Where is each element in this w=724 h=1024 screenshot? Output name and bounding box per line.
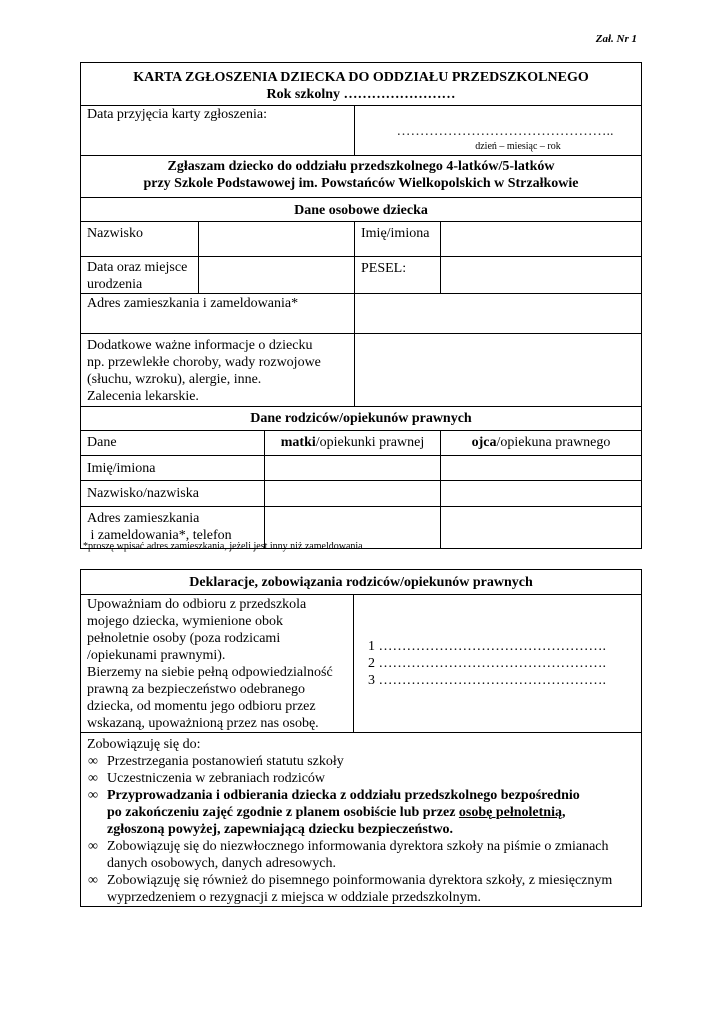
obligations-intro: Zobowiązuję się do: — [87, 737, 201, 752]
auth-line-5: Bierzemy na siebie pełną odpowiedzialność — [87, 665, 333, 680]
extra-line-4: Zalecenia lekarskie. — [87, 389, 199, 404]
mother-bold: matki — [280, 435, 316, 450]
birth-label — [81, 257, 199, 294]
parent-surname-label: Nazwisko/nazwiska — [81, 481, 265, 507]
adult-person-underlined: osobę pełnoletnią — [458, 805, 562, 820]
infinity-bullet-icon: ∞ — [88, 771, 98, 786]
father-first-names-field[interactable] — [441, 456, 642, 481]
acceptance-date-label: Data przyjęcia karty zgłoszenia: — [81, 106, 355, 156]
obl3-post: , — [562, 805, 566, 820]
footnote: *proszę wpisać adres zamieszkania, jeżeli jest inny niż zameldowania — [83, 541, 363, 552]
date-hint: dzień – miesiąc – rok — [475, 141, 561, 152]
surname-label: Nazwisko — [81, 222, 199, 257]
father-column-header — [441, 431, 642, 456]
child-section-header: Dane osobowe dziecka — [81, 198, 642, 222]
obligation-item — [87, 787, 635, 838]
obligation-2: Uczestniczenia w zebraniach rodziców — [107, 771, 326, 786]
declarations-table — [80, 569, 642, 907]
extra-line-3: (słuchu, wzroku), alergie, inne. — [87, 372, 262, 387]
father-rest: /opiekuna prawnego — [496, 435, 611, 450]
acceptance-date-field[interactable] — [355, 106, 642, 156]
declarations-title: Deklaracje, zobowiązania rodziców/opiekunów prawnych — [81, 570, 642, 595]
pesel-label: PESEL: — [355, 257, 441, 294]
infinity-bullet-icon: ∞ — [88, 788, 98, 803]
obligation-3-line-1: Przyprowadzania i odbierania dziecka z oddziału przedszkolnego bezpośrednio — [107, 788, 580, 803]
auth-line-7: dziecka, od momentu jego odbioru przez — [87, 699, 316, 714]
first-names-field[interactable] — [441, 222, 642, 257]
pesel-field[interactable] — [441, 257, 642, 294]
auth-line-2: mojego dziecka, wymienione obok — [87, 614, 283, 629]
registration-form — [80, 62, 642, 549]
surname-field[interactable] — [199, 222, 355, 257]
birth-field[interactable] — [199, 257, 355, 294]
infinity-bullet-icon: ∞ — [88, 839, 98, 854]
obligations — [81, 733, 642, 907]
obligation-item — [87, 872, 635, 906]
extra-info-field[interactable] — [355, 334, 642, 407]
obl3-pre: po zakończeniu zajęć zgodnie z planem osobiście lub przez — [107, 805, 459, 820]
auth-line-6: prawną za bezpieczeństwo odebranego — [87, 682, 306, 697]
obligation-item — [87, 753, 635, 770]
annex-label: Zał. Nr 1 — [595, 33, 637, 45]
first-names-label: Imię/imiona — [355, 222, 441, 257]
extra-line-2: np. przewlekłe choroby, wady rozwojowe — [87, 355, 321, 370]
obligation-4-line-1: Zobowiązuję się do niezwłocznego informowania dyrektora szkoły na piśmie o zmianach — [107, 839, 609, 854]
obligation-3-line-2 — [107, 804, 635, 821]
father-surname-field[interactable] — [441, 481, 642, 507]
father-address-field[interactable] — [441, 507, 642, 549]
form-title: KARTA ZGŁOSZENIA DZIECKA DO ODDZIAŁU PRZEDSZKOLNEGO — [133, 70, 589, 85]
auth-line-3: pełnoletnie osoby (poza rodzicami — [87, 631, 281, 646]
authorized-person-1[interactable]: 1 …………………………………………. — [368, 639, 606, 654]
auth-line-1: Upoważniam do odbioru z przedszkola — [87, 597, 307, 612]
mother-first-names-field[interactable] — [265, 456, 441, 481]
authorized-person-2[interactable]: 2 …………………………………………. — [368, 656, 606, 671]
extra-info-label — [81, 334, 355, 407]
authorization-text — [81, 595, 354, 733]
obligation-5-line-1: Zobowiązuję się również do pisemnego poinformowania dyrektora szkoły, z miesięcznym — [107, 873, 613, 888]
parents-section-header: Dane rodziców/opiekunów prawnych — [81, 407, 642, 431]
enroll-line-1: Zgłaszam dziecko do oddziału przedszkolnego 4-latków/5-latków — [167, 159, 555, 174]
enrollment-statement — [81, 156, 642, 198]
authorized-persons — [354, 595, 642, 733]
obligation-4-line-2: danych osobowych, danych adresowych. — [107, 856, 336, 871]
parent-first-names-label: Imię/imiona — [81, 456, 265, 481]
address-field[interactable] — [355, 294, 642, 334]
birth-label-line-2: urodzenia — [87, 277, 143, 292]
form-title-cell — [81, 63, 642, 106]
infinity-bullet-icon: ∞ — [88, 873, 98, 888]
parent-address-line-1: Adres zamieszkania — [87, 511, 200, 526]
auth-line-8: wskazaną, upoważnioną przez nas osobę. — [87, 716, 319, 731]
obligation-item — [87, 838, 635, 872]
date-dots: ……………………………………….. — [396, 124, 614, 139]
extra-line-1: Dodatkowe ważne informacje o dziecku — [87, 338, 313, 353]
infinity-bullet-icon: ∞ — [88, 754, 98, 769]
obligation-1: Przestrzegania postanowień statutu szkoły — [107, 754, 344, 769]
parent-address-line-2: i zameldowania*, telefon — [87, 528, 232, 543]
mother-column-header — [265, 431, 441, 456]
mother-surname-field[interactable] — [265, 481, 441, 507]
auth-line-4: /opiekunami prawnymi). — [87, 648, 226, 663]
father-bold: ojca — [471, 435, 497, 450]
obligation-3-line-3: zgłoszoną powyżej, zapewniającą dziecku bezpieczeństwo. — [107, 822, 454, 837]
obligation-5-line-2: wyprzedzeniem o rezygnacji z miejsca w oddziale przedszkolnym. — [107, 890, 481, 905]
enroll-line-2: przy Szkole Podstawowej im. Powstańców Wielkopolskich w Strzałkowie — [143, 176, 579, 191]
school-year[interactable]: Rok szkolny …………………… — [266, 87, 456, 102]
mother-rest: /opiekunki prawnej — [315, 435, 425, 450]
obligations-list — [87, 753, 635, 906]
data-column-header: Dane — [81, 431, 265, 456]
address-label: Adres zamieszkania i zameldowania* — [81, 294, 355, 334]
obligation-item — [87, 770, 635, 787]
birth-label-line-1: Data oraz miejsce — [87, 260, 188, 275]
authorized-person-3[interactable]: 3 …………………………………………. — [368, 673, 606, 688]
